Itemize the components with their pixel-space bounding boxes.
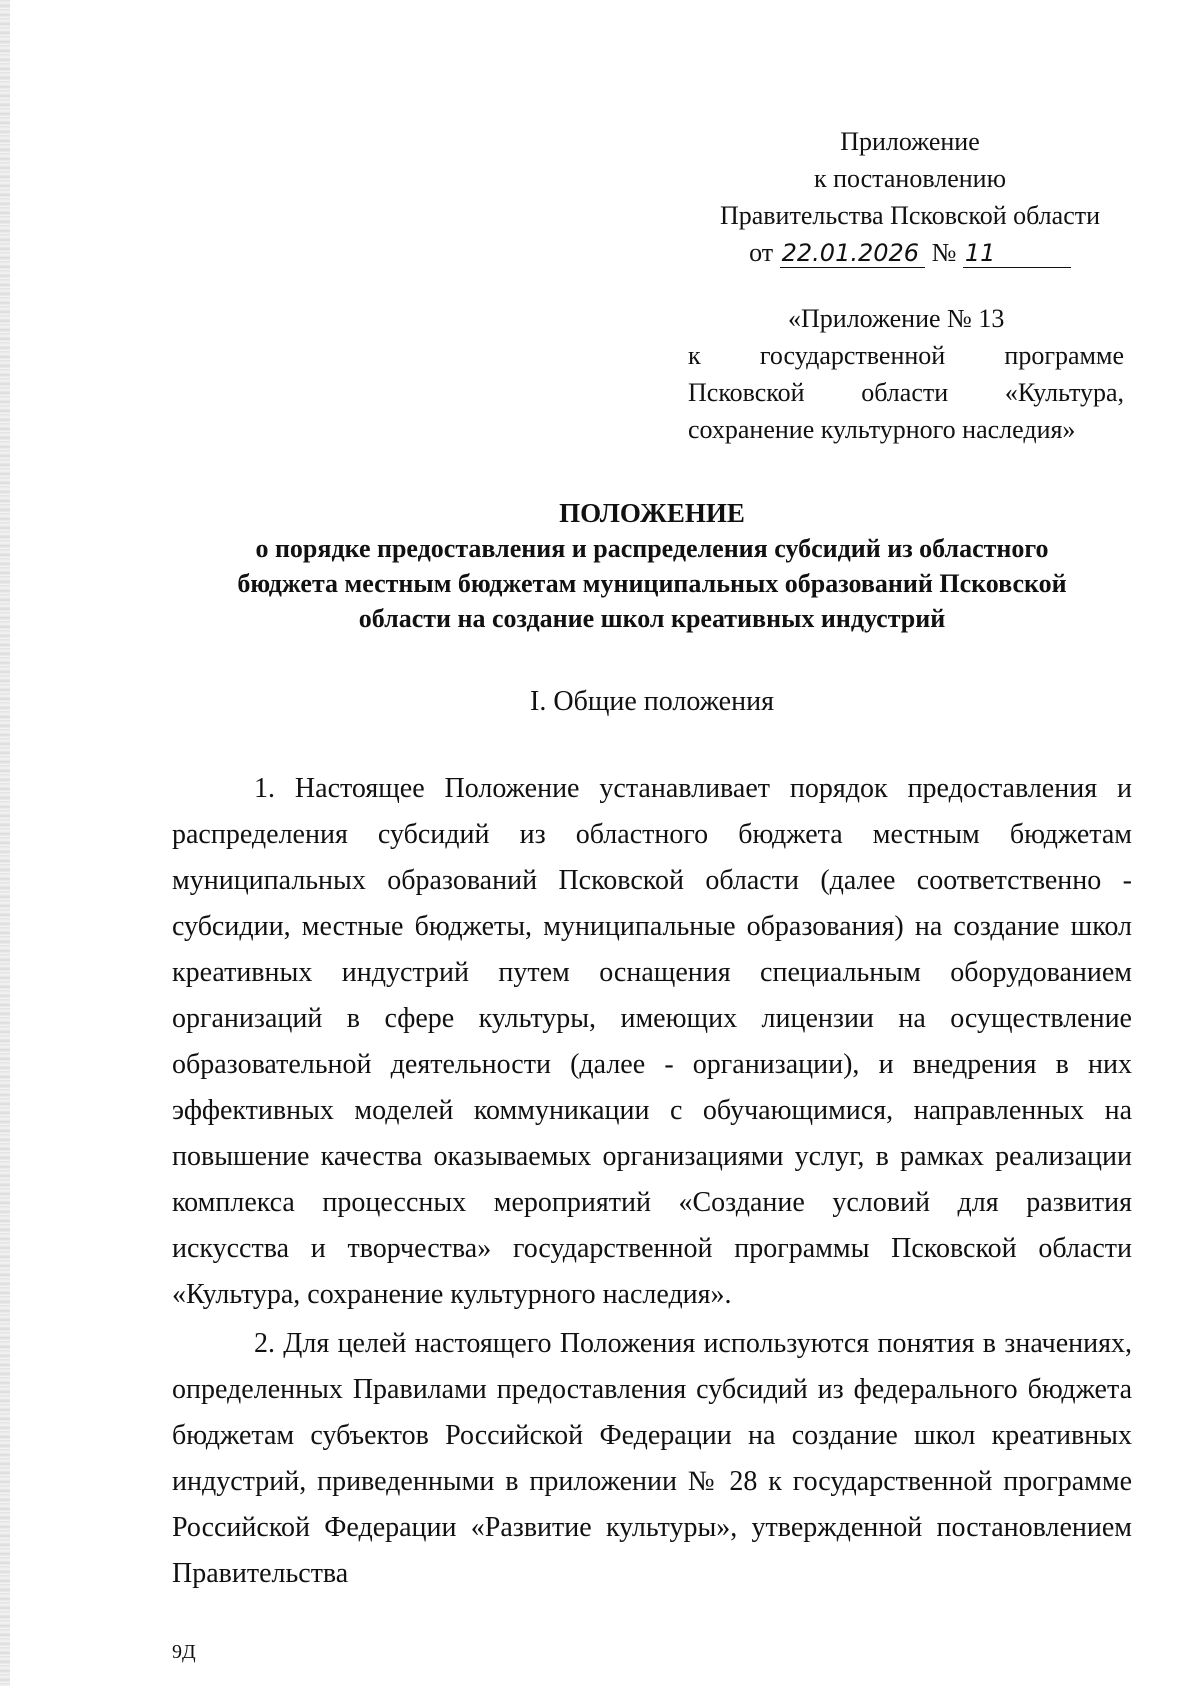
number-prefix: № — [931, 238, 957, 267]
document-subtitle-line-3: области на создание школ креативных индустрий — [358, 604, 946, 633]
approval-date-number-line — [749, 234, 1071, 271]
document-title: ПОЛОЖЕНИЕ — [559, 498, 745, 528]
approval-line-2: к постановлению — [813, 164, 1007, 193]
document-subtitle-line-2: бюджета местным бюджетам муниципальных образований Псковской — [237, 569, 1067, 598]
document-body — [172, 766, 1132, 1600]
approval-line-1: Приложение — [840, 127, 980, 156]
paragraph-1: 1. Настоящее Положение устанавливает порядок предоставления и распределения субсидий из областного бюджета местным бюджетам муниципальных образований Псковской области (далее соответственно - субсидии, местные бюджеты, муниципальные образования) на создание школ креативных индустрий путем оснащения специальным оборудованием организаций в сфере культуры, имеющих лицензии на осуществление образовательной деятельности (далее - организации), и внедрения в них эффективных моделей коммуникации с обучающимися, направленных на повышение качества оказываемых организациями услуг, в рамках реализации комплекса процессных мероприятий «Создание условий для развития искусства и творчества» государственной программы Псковской области «Культура, сохранение культурного наследия». — [172, 773, 1132, 1310]
approval-line-3: Правительства Псковской области — [719, 201, 1101, 230]
approval-block — [700, 123, 1120, 271]
handwritten-number: 11 — [963, 239, 1071, 268]
handwritten-date: 22.01.2026 — [780, 239, 925, 268]
paragraph-2: 2. Для целей настоящего Положения используются понятия в значениях, определенных Правилами предоставления субсидий из федерального бюджета бюджетам субъектов Российской Федерации на создание школ креативных индустрий, приведенными в приложении № 28 к государственной программе Российской Федерации «Развитие культуры», утвержденной постановлением Правительства — [172, 1328, 1132, 1589]
document-subtitle-line-1: о порядке предоставления и распределения субсидий из областного — [255, 534, 1049, 563]
section-heading: I. Общие положения — [530, 686, 774, 717]
page-code: 9Д — [172, 1641, 196, 1663]
annex-line-3: Псковской области «Культура, — [688, 378, 1124, 407]
annex-line-1: «Приложение № 13 — [788, 304, 1005, 333]
annex-line-4: сохранение культурного наследия» — [688, 415, 1076, 444]
date-prefix: от — [749, 238, 774, 267]
document-title-block — [172, 496, 1132, 636]
annex-line-2: к государственной программе — [688, 341, 1124, 370]
annex-reference-block — [688, 300, 1124, 448]
